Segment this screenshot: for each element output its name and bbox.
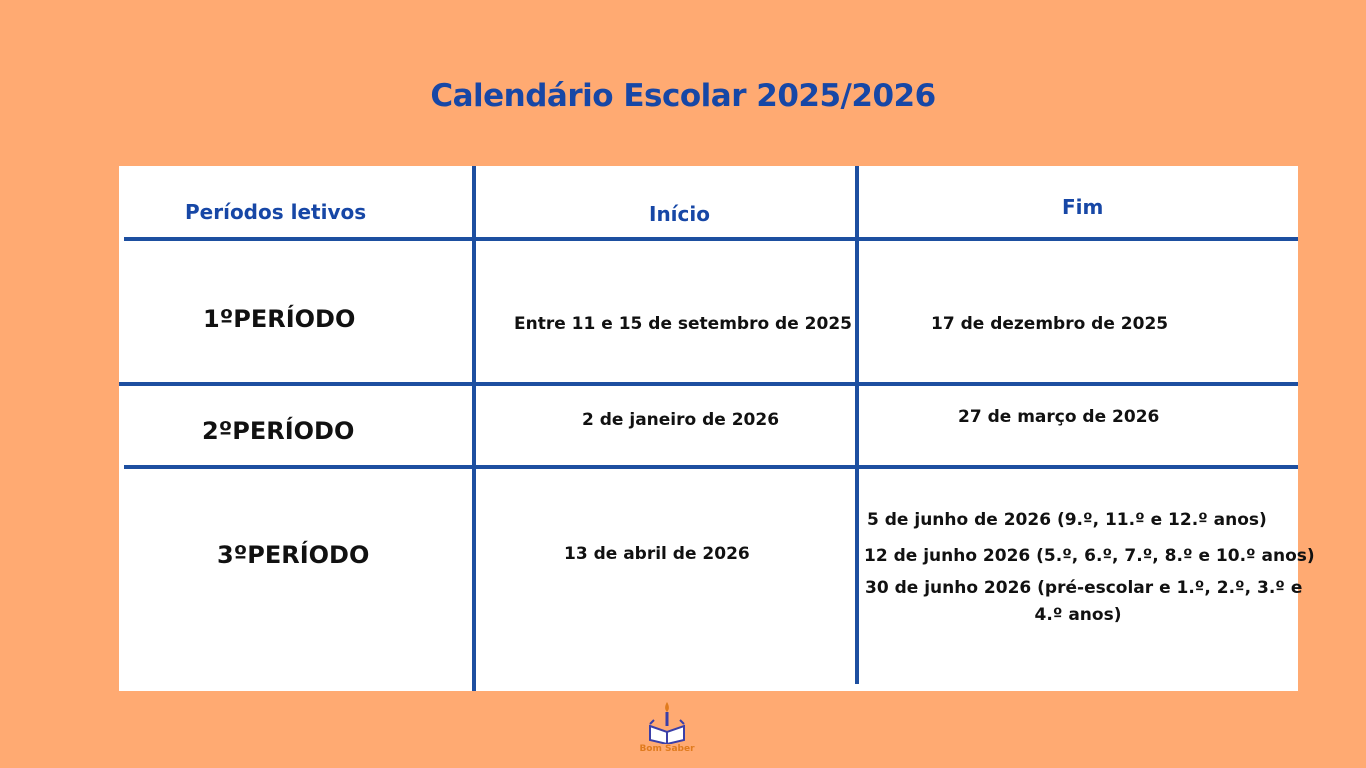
period-3-end-line-1: 5 de junho de 2026 (9.º, 11.º e 12.º anos) bbox=[867, 510, 1267, 530]
logo-text: Bom Saber bbox=[639, 744, 695, 754]
page-title: Calendário Escolar 2025/2026 bbox=[430, 78, 936, 114]
period-1-end: 17 de dezembro de 2025 bbox=[931, 314, 1169, 334]
header-periods: Períodos letivos bbox=[185, 200, 367, 224]
period-1-start: Entre 11 e 15 de setembro de 2025 bbox=[514, 314, 852, 334]
bom-saber-logo bbox=[638, 700, 696, 760]
header-end: Fim bbox=[1062, 195, 1104, 219]
period-3-end-line-4: 4.º anos) bbox=[1034, 605, 1122, 625]
column-divider-2 bbox=[855, 166, 859, 684]
calendar-table bbox=[119, 166, 1315, 691]
header-divider bbox=[124, 237, 1298, 241]
row-divider-1 bbox=[119, 382, 1298, 386]
period-2-label: 2ºPERÍODO bbox=[202, 417, 355, 445]
period-3-start: 13 de abril de 2026 bbox=[564, 544, 750, 564]
header-start: Início bbox=[649, 202, 710, 226]
period-2-end: 27 de março de 2026 bbox=[958, 407, 1160, 427]
period-1-label: 1ºPERÍODO bbox=[203, 305, 356, 333]
period-3-label: 3ºPERÍODO bbox=[217, 541, 370, 569]
period-2-start: 2 de janeiro de 2026 bbox=[582, 410, 780, 430]
row-divider-2 bbox=[124, 465, 1298, 469]
period-3-end-line-3: 30 de junho 2026 (pré-escolar e 1.º, 2.º, 3.º e bbox=[865, 578, 1303, 598]
book-flame-icon bbox=[638, 700, 696, 744]
period-3-end-line-2: 12 de junho 2026 (5.º, 6.º, 7.º, 8.º e 10.º anos) bbox=[864, 546, 1315, 566]
column-divider-1 bbox=[472, 166, 476, 691]
